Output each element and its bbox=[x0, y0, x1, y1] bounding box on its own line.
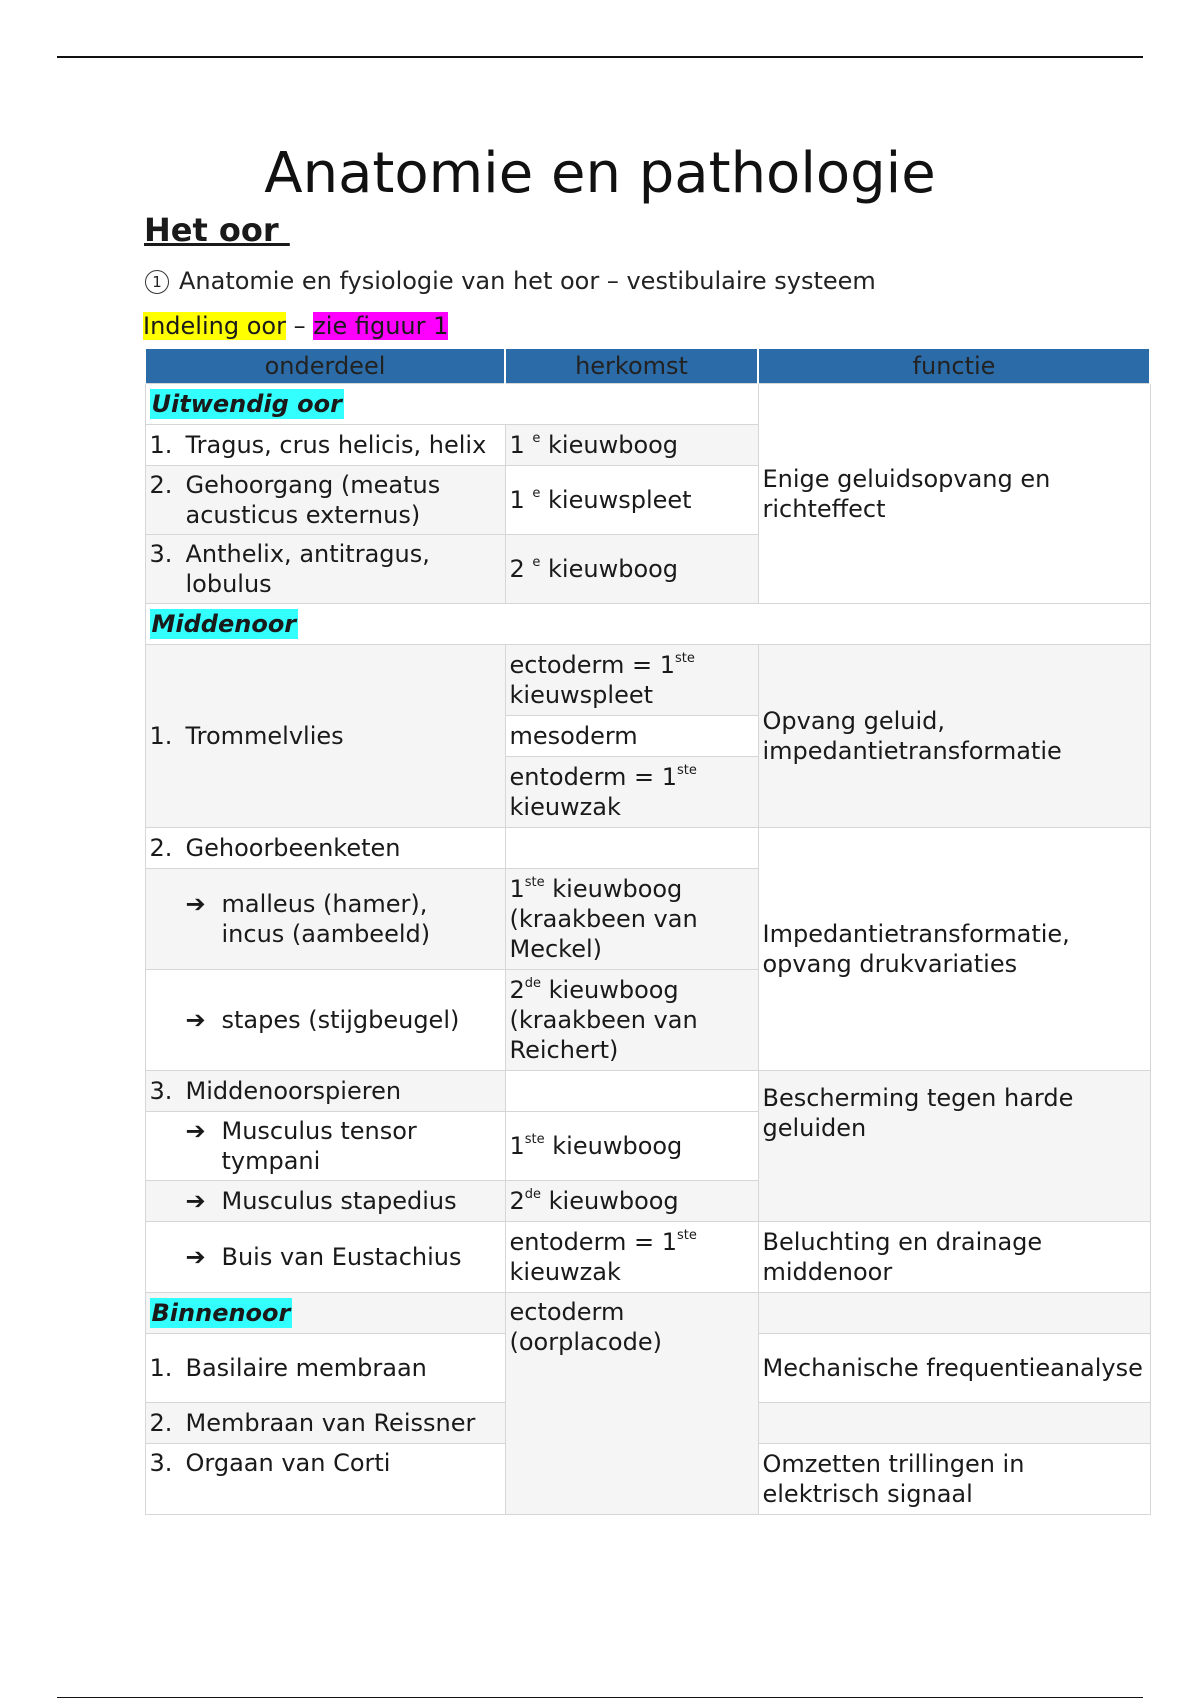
part-cell bbox=[145, 1112, 505, 1181]
origin-cell bbox=[505, 970, 758, 1071]
item-name: Membraan van Reissner bbox=[185, 1409, 476, 1437]
item-number: 1. bbox=[149, 722, 173, 750]
item-number: 1. bbox=[149, 1354, 173, 1382]
origin-text: kieuwboog bbox=[540, 431, 679, 459]
item-number: 1. bbox=[149, 431, 173, 459]
origin-sup: ste bbox=[524, 875, 545, 890]
page-title: Anatomie en pathologie bbox=[264, 141, 936, 206]
ear-anatomy-table bbox=[144, 347, 1151, 1515]
arrow-icon: ➔ bbox=[185, 1243, 206, 1271]
part-cell bbox=[145, 828, 505, 869]
part-cell bbox=[145, 1334, 505, 1403]
origin-text: 1 bbox=[509, 1132, 525, 1160]
item-name: stapes (stijgbeugel) bbox=[221, 1006, 460, 1034]
part-cell bbox=[145, 970, 505, 1071]
origin-cell bbox=[505, 1181, 758, 1222]
item-name: Musculus stapedius bbox=[221, 1187, 457, 1215]
function-cell: Impedantietransformatie, opvang drukvariaties bbox=[758, 828, 1150, 1071]
origin-cell bbox=[505, 425, 758, 466]
item-name: Buis van Eustachius bbox=[221, 1243, 462, 1271]
circled-number: 1 bbox=[145, 270, 169, 294]
category-label-binnenoor: Binnenoor bbox=[151, 1299, 291, 1327]
origin-text: entoderm = 1 bbox=[509, 1228, 678, 1256]
origin-text: kieuwspleet bbox=[540, 486, 692, 514]
origin-text: kieuwspleet bbox=[509, 681, 654, 709]
origin-text: kieuwzak bbox=[509, 793, 621, 821]
item-name: Tragus, crus helicis, helix bbox=[185, 431, 487, 459]
origin-sup: e bbox=[532, 431, 541, 446]
origin-cell bbox=[505, 869, 758, 970]
item-name: Orgaan van Corti bbox=[185, 1449, 391, 1477]
item-name: malleus (hamer), incus (aambeeld) bbox=[221, 890, 431, 948]
origin-text: 1 bbox=[509, 431, 533, 459]
origin-text: kieuwzak bbox=[509, 1258, 621, 1286]
origin-cell bbox=[505, 1112, 758, 1181]
part-cell bbox=[145, 1181, 505, 1222]
origin-text: 2 bbox=[509, 555, 533, 583]
part-cell bbox=[145, 425, 505, 466]
origin-sup: ste bbox=[675, 651, 695, 666]
item-name: Anthelix, antitragus, lobulus bbox=[185, 540, 430, 598]
item-name: Gehoorbeenketen bbox=[185, 834, 401, 862]
origin-sup: e bbox=[532, 555, 541, 570]
part-cell bbox=[145, 1071, 505, 1112]
origin-cell bbox=[505, 535, 758, 604]
origin-cell-empty bbox=[505, 1071, 758, 1112]
item-number: 3. bbox=[149, 1449, 173, 1477]
intro-highlight-yellow: Indeling oor bbox=[143, 312, 286, 340]
origin-cell: mesoderm bbox=[505, 716, 758, 757]
function-cell: Enige geluidsopvang en richteffect bbox=[758, 384, 1150, 604]
arrow-icon: ➔ bbox=[185, 1117, 206, 1145]
origin-sup: ste bbox=[677, 763, 697, 778]
function-cell-empty bbox=[758, 1293, 1150, 1334]
bottom-rule bbox=[57, 1697, 1143, 1698]
header-onderdeel: onderdeel bbox=[145, 348, 505, 384]
arrow-icon: ➔ bbox=[185, 890, 206, 918]
table-row bbox=[145, 1222, 1150, 1293]
function-cell: Bescherming tegen harde geluiden bbox=[758, 1071, 1150, 1222]
function-cell: Mechanische frequentieanalyse bbox=[758, 1334, 1150, 1403]
part-cell bbox=[145, 1222, 505, 1293]
item-name: Basilaire membraan bbox=[185, 1354, 427, 1382]
intro-line bbox=[143, 310, 448, 342]
category-cell bbox=[145, 604, 1150, 645]
origin-text: ectoderm = 1 bbox=[509, 651, 676, 679]
item-number: 2. bbox=[149, 1409, 173, 1437]
item-name: Trommelvlies bbox=[185, 722, 344, 750]
function-cell bbox=[758, 1403, 1150, 1444]
function-cell: Omzetten trillingen in elektrisch signaal bbox=[758, 1444, 1150, 1515]
subheading bbox=[145, 266, 876, 296]
part-cell bbox=[145, 1403, 505, 1444]
part-cell bbox=[145, 645, 505, 828]
item-name: Middenoorspieren bbox=[185, 1077, 402, 1105]
origin-sup: de bbox=[524, 1187, 542, 1202]
item-name: Musculus tensor tympani bbox=[221, 1117, 417, 1175]
table-row bbox=[145, 1293, 1150, 1334]
part-cell bbox=[145, 466, 505, 535]
origin-text: kieuwboog (kraakbeen van Reichert) bbox=[509, 976, 698, 1064]
origin-text: kieuwboog bbox=[544, 1132, 683, 1160]
intro-separator: – bbox=[285, 312, 314, 340]
origin-text: entoderm = 1 bbox=[509, 763, 678, 791]
part-cell bbox=[145, 1444, 505, 1515]
category-cell bbox=[145, 384, 758, 425]
origin-sup: de bbox=[524, 976, 542, 991]
item-number: 3. bbox=[149, 1077, 173, 1105]
header-functie: functie bbox=[758, 348, 1150, 384]
origin-text: 1 bbox=[509, 486, 533, 514]
arrow-icon: ➔ bbox=[185, 1006, 206, 1034]
subheading-text: Anatomie en fysiologie van het oor – vestibulaire systeem bbox=[179, 267, 876, 295]
table-row bbox=[145, 828, 1150, 869]
function-cell: Beluchting en drainage middenoor bbox=[758, 1222, 1150, 1293]
table-row bbox=[145, 384, 1150, 425]
category-cell bbox=[145, 1293, 505, 1334]
category-label-middenoor: Middenoor bbox=[151, 610, 297, 638]
table-row bbox=[145, 645, 1150, 716]
item-number: 2. bbox=[149, 834, 173, 862]
item-number: 3. bbox=[149, 540, 173, 568]
origin-text: 2 bbox=[509, 976, 525, 1004]
origin-cell-empty bbox=[505, 828, 758, 869]
table-row bbox=[145, 604, 1150, 645]
item-name: Gehoorgang (meatus acusticus externus) bbox=[185, 471, 441, 529]
origin-text: kieuwboog (kraakbeen van Meckel) bbox=[509, 875, 698, 963]
table-row bbox=[145, 1071, 1150, 1112]
category-label-uitwendig: Uitwendig oor bbox=[151, 390, 342, 418]
origin-cell bbox=[505, 1222, 758, 1293]
origin-cell bbox=[505, 466, 758, 535]
top-rule bbox=[57, 56, 1143, 58]
origin-cell: ectoderm (oorplacode) bbox=[505, 1293, 758, 1515]
origin-text: kieuwboog bbox=[541, 1187, 679, 1215]
table-header-row bbox=[145, 348, 1150, 384]
origin-sup: ste bbox=[524, 1132, 545, 1147]
arrow-icon: ➔ bbox=[185, 1187, 206, 1215]
origin-text: 2 bbox=[509, 1187, 525, 1215]
origin-sup: e bbox=[532, 486, 541, 501]
part-cell bbox=[145, 869, 505, 970]
section-heading: Het oor bbox=[144, 211, 290, 249]
intro-highlight-pink: zie figuur 1 bbox=[313, 312, 449, 340]
header-herkomst: herkomst bbox=[505, 348, 758, 384]
origin-cell bbox=[505, 757, 758, 828]
origin-sup: ste bbox=[677, 1228, 697, 1243]
origin-text: kieuwboog bbox=[540, 555, 679, 583]
origin-text: 1 bbox=[509, 875, 525, 903]
origin-cell bbox=[505, 645, 758, 716]
function-cell: Opvang geluid, impedantietransformatie bbox=[758, 645, 1150, 828]
part-cell bbox=[145, 535, 505, 604]
item-number: 2. bbox=[149, 471, 173, 499]
